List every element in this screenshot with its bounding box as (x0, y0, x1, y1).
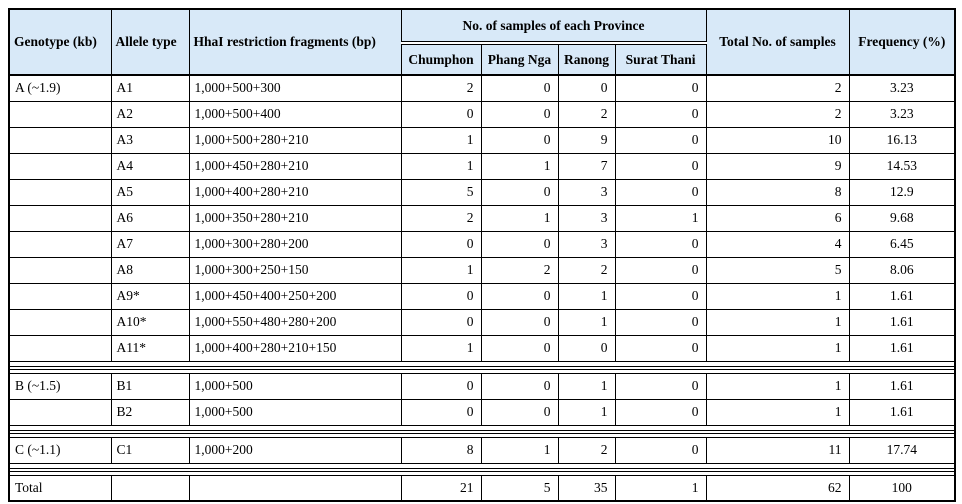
total-samples-cell: 1 (706, 373, 849, 399)
table-row (9, 153, 955, 179)
province-count-cell: 1 (481, 437, 558, 463)
frequency-cell: 1.61 (849, 309, 955, 335)
fragments-cell: 1,000+350+280+210 (189, 205, 401, 231)
genotype-cell (9, 205, 111, 231)
fragments-cell: 1,000+500+300 (189, 75, 401, 101)
frequency-cell: 1.61 (849, 373, 955, 399)
province-count-cell: 0 (481, 373, 558, 399)
province-count-cell: 0 (481, 231, 558, 257)
province-count-cell: 2 (401, 75, 481, 101)
province-total-cell: 5 (481, 475, 558, 501)
frequency-column-header: Frequency (%) (849, 9, 955, 75)
genotype-cell (9, 335, 111, 361)
province-count-cell: 0 (481, 335, 558, 361)
province-count-cell: 0 (401, 283, 481, 309)
province-count-cell: 1 (401, 127, 481, 153)
province-count-cell: 0 (615, 399, 706, 425)
province-count-cell: 0 (401, 399, 481, 425)
province-count-cell: 1 (481, 205, 558, 231)
province-count-cell: 9 (558, 127, 615, 153)
frequency-cell: 12.9 (849, 179, 955, 205)
total-samples-column-header: Total No. of samples (706, 9, 849, 75)
separator-cell (9, 463, 955, 475)
province-count-cell: 1 (481, 153, 558, 179)
separator-cell (9, 361, 955, 373)
table-row (9, 75, 955, 101)
table-row (9, 101, 955, 127)
province-count-cell: 0 (481, 179, 558, 205)
allele-type-cell: B1 (111, 373, 189, 399)
province-count-cell: 0 (401, 101, 481, 127)
total-samples-cell: 2 (706, 101, 849, 127)
province-header-ranong: Ranong (558, 43, 615, 75)
allele-type-cell: A11* (111, 335, 189, 361)
table-body (9, 75, 955, 501)
province-count-cell: 0 (615, 231, 706, 257)
province-count-cell: 1 (558, 399, 615, 425)
allele-type-column-header: Allele type (111, 9, 189, 75)
allele-type-cell: A2 (111, 101, 189, 127)
total-frequency-cell: 100 (849, 475, 955, 501)
total-label-cell: Total (9, 475, 111, 501)
province-count-cell: 0 (481, 127, 558, 153)
province-count-cell: 3 (558, 231, 615, 257)
province-count-cell: 3 (558, 179, 615, 205)
allele-type-cell: A10* (111, 309, 189, 335)
fragments-cell (189, 475, 401, 501)
genotype-cell (9, 153, 111, 179)
total-row (9, 475, 955, 501)
table-row (9, 257, 955, 283)
province-count-cell: 0 (615, 373, 706, 399)
allele-type-cell: A5 (111, 179, 189, 205)
fragments-cell: 1,000+300+250+150 (189, 257, 401, 283)
genotype-frequency-table (8, 8, 956, 502)
total-samples-cell: 2 (706, 75, 849, 101)
double-rule (10, 468, 954, 472)
province-count-cell: 1 (615, 205, 706, 231)
fragments-cell: 1,000+400+280+210 (189, 179, 401, 205)
province-count-cell: 0 (481, 399, 558, 425)
province-count-cell: 0 (615, 101, 706, 127)
frequency-cell: 1.61 (849, 283, 955, 309)
province-count-cell: 0 (401, 373, 481, 399)
table-row (9, 231, 955, 257)
fragments-cell: 1,000+200 (189, 437, 401, 463)
table-row (9, 309, 955, 335)
genotype-cell (9, 101, 111, 127)
genotype-cell: A (~1.9) (9, 75, 111, 101)
province-count-cell: 1 (401, 257, 481, 283)
genotype-cell (9, 179, 111, 205)
province-count-cell: 0 (401, 231, 481, 257)
province-count-cell: 0 (615, 75, 706, 101)
province-count-cell: 0 (615, 335, 706, 361)
province-count-cell: 0 (615, 127, 706, 153)
frequency-cell: 1.61 (849, 399, 955, 425)
genotype-cell (9, 399, 111, 425)
province-count-cell: 2 (558, 101, 615, 127)
genotype-cell (9, 231, 111, 257)
total-samples-cell: 1 (706, 335, 849, 361)
frequency-cell: 8.06 (849, 257, 955, 283)
allele-type-cell: A8 (111, 257, 189, 283)
fragments-cell: 1,000+550+480+280+200 (189, 309, 401, 335)
province-count-cell: 0 (558, 75, 615, 101)
frequency-cell: 9.68 (849, 205, 955, 231)
genotype-cell: C (~1.1) (9, 437, 111, 463)
province-header-phang-nga: Phang Nga (481, 43, 558, 75)
table-row (9, 283, 955, 309)
province-count-cell: 7 (558, 153, 615, 179)
province-header-surat-thani: Surat Thani (615, 43, 706, 75)
total-samples-cell: 8 (706, 179, 849, 205)
fragments-cell: 1,000+500 (189, 373, 401, 399)
province-count-cell: 0 (481, 75, 558, 101)
province-count-cell: 1 (558, 283, 615, 309)
total-samples-cell: 9 (706, 153, 849, 179)
total-samples-cell: 1 (706, 309, 849, 335)
frequency-cell: 3.23 (849, 75, 955, 101)
province-count-cell: 8 (401, 437, 481, 463)
province-count-cell: 0 (615, 437, 706, 463)
province-count-cell: 1 (401, 335, 481, 361)
province-count-cell: 2 (481, 257, 558, 283)
province-count-cell: 1 (401, 153, 481, 179)
fragments-cell: 1,000+450+400+250+200 (189, 283, 401, 309)
province-total-cell: 1 (615, 475, 706, 501)
total-samples-cell: 1 (706, 283, 849, 309)
province-count-cell: 0 (401, 309, 481, 335)
fragments-cell: 1,000+300+280+200 (189, 231, 401, 257)
province-count-cell: 1 (558, 309, 615, 335)
frequency-cell: 17.74 (849, 437, 955, 463)
separator-cell (9, 425, 955, 437)
province-count-cell: 0 (481, 283, 558, 309)
total-samples-cell: 5 (706, 257, 849, 283)
table-row (9, 373, 955, 399)
allele-type-cell: A9* (111, 283, 189, 309)
fragments-column-header: HhaI restriction fragments (bp) (189, 9, 401, 75)
province-count-cell: 0 (481, 309, 558, 335)
province-count-cell: 0 (615, 153, 706, 179)
genotype-cell (9, 283, 111, 309)
genotype-cell (9, 309, 111, 335)
frequency-cell: 3.23 (849, 101, 955, 127)
allele-type-cell: C1 (111, 437, 189, 463)
section-separator (9, 463, 955, 475)
section-separator (9, 425, 955, 437)
total-samples-cell: 11 (706, 437, 849, 463)
province-count-cell: 5 (401, 179, 481, 205)
allele-type-cell: A4 (111, 153, 189, 179)
allele-type-cell (111, 475, 189, 501)
province-count-cell: 2 (558, 437, 615, 463)
double-rule (10, 430, 954, 434)
province-total-cell: 35 (558, 475, 615, 501)
allele-type-cell: B2 (111, 399, 189, 425)
province-count-cell: 0 (615, 309, 706, 335)
province-count-cell: 2 (401, 205, 481, 231)
total-samples-cell: 4 (706, 231, 849, 257)
table-row (9, 205, 955, 231)
table-row (9, 399, 955, 425)
total-samples-cell: 1 (706, 399, 849, 425)
genotype-cell (9, 127, 111, 153)
fragments-cell: 1,000+500+400 (189, 101, 401, 127)
fragments-cell: 1,000+500+280+210 (189, 127, 401, 153)
header-row-groups (9, 9, 955, 43)
allele-type-cell: A6 (111, 205, 189, 231)
genotype-cell: B (~1.5) (9, 373, 111, 399)
province-count-cell: 0 (615, 257, 706, 283)
table-row (9, 127, 955, 153)
province-group-header: No. of samples of each Province (401, 9, 706, 43)
frequency-cell: 14.53 (849, 153, 955, 179)
grand-total-cell: 62 (706, 475, 849, 501)
fragments-cell: 1,000+450+280+210 (189, 153, 401, 179)
fragments-cell: 1,000+400+280+210+150 (189, 335, 401, 361)
frequency-cell: 6.45 (849, 231, 955, 257)
frequency-cell: 1.61 (849, 335, 955, 361)
double-rule (10, 366, 954, 370)
table-row (9, 437, 955, 463)
allele-type-cell: A3 (111, 127, 189, 153)
table-row (9, 335, 955, 361)
allele-type-cell: A7 (111, 231, 189, 257)
province-count-cell: 0 (558, 335, 615, 361)
total-samples-cell: 6 (706, 205, 849, 231)
province-count-cell: 1 (558, 373, 615, 399)
table-header (9, 9, 955, 75)
section-separator (9, 361, 955, 373)
province-count-cell: 2 (558, 257, 615, 283)
table-row (9, 179, 955, 205)
frequency-cell: 16.13 (849, 127, 955, 153)
genotype-cell (9, 257, 111, 283)
province-total-cell: 21 (401, 475, 481, 501)
province-count-cell: 3 (558, 205, 615, 231)
province-count-cell: 0 (615, 179, 706, 205)
province-count-cell: 0 (481, 101, 558, 127)
province-header-chumphon: Chumphon (401, 43, 481, 75)
genotype-column-header: Genotype (kb) (9, 9, 111, 75)
fragments-cell: 1,000+500 (189, 399, 401, 425)
allele-type-cell: A1 (111, 75, 189, 101)
province-count-cell: 0 (615, 283, 706, 309)
total-samples-cell: 10 (706, 127, 849, 153)
